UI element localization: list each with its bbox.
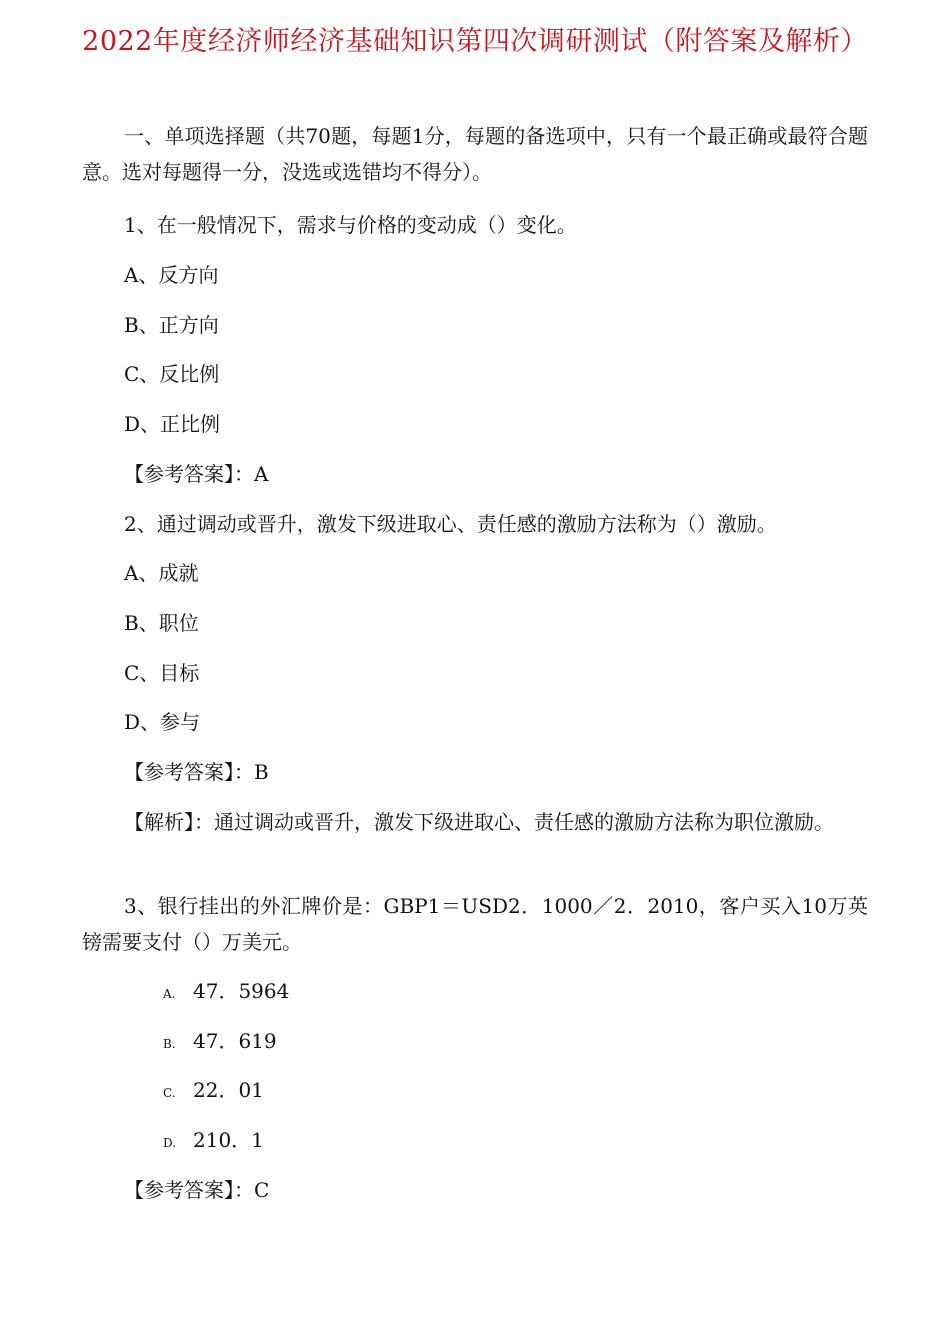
option-text: 47．619 <box>193 1029 277 1053</box>
question-1-option-a: A、反方向 <box>124 263 219 287</box>
option-letter: B. <box>163 1037 176 1051</box>
question-3-option-a <box>163 973 949 1012</box>
question-1-option-c: C、反比例 <box>124 362 220 386</box>
document-title: 2022年度经济师经济基础知识第四次调研测试（附答案及解析） <box>82 26 868 57</box>
question-1-option-b: B、正方向 <box>124 313 219 337</box>
question-2-option-c: C、目标 <box>124 661 200 685</box>
option-letter: C. <box>163 1086 176 1100</box>
question-3-option-b <box>163 1023 949 1062</box>
question-3-option-c <box>163 1072 949 1111</box>
question-2-option-b: B、职位 <box>124 611 199 635</box>
question-1-option-d: D、正比例 <box>124 412 221 436</box>
question-3-stem: 3、银行挂出的外汇牌价是：GBP1＝USD2．1000／2．2010，客户买入10万英镑需要支付（）万美元。 <box>82 894 868 954</box>
question-2-answer: 【参考答案】：B <box>124 760 269 784</box>
option-text: 47．5964 <box>193 979 290 1003</box>
question-1-answer: 【参考答案】：A <box>124 462 269 486</box>
question-2-stem: 2、通过调动或晋升，激发下级进取心、责任感的激励方法称为（）激励。 <box>124 512 777 536</box>
option-letter: A. <box>163 987 176 1001</box>
question-3-answer: 【参考答案】：C <box>124 1178 270 1202</box>
section-intro: 一、单项选择题（共70题，每题1分，每题的备选项中，只有一个最正确或最符合题意。选对每题得一分，没选或选错均不得分）。 <box>82 124 868 184</box>
question-2-option-a: A、成就 <box>124 561 199 585</box>
option-text: 210．1 <box>193 1128 264 1152</box>
option-letter: D. <box>163 1136 177 1150</box>
option-text: 22．01 <box>193 1078 264 1102</box>
question-2-option-d: D、参与 <box>124 710 201 734</box>
question-1-stem: 1、在一般情况下，需求与价格的变动成（）变化。 <box>124 213 577 237</box>
question-2-analysis: 【解析】：通过调动或晋升，激发下级进取心、责任感的激励方法称为职位激励。 <box>124 810 834 834</box>
question-3-option-d <box>163 1122 949 1161</box>
